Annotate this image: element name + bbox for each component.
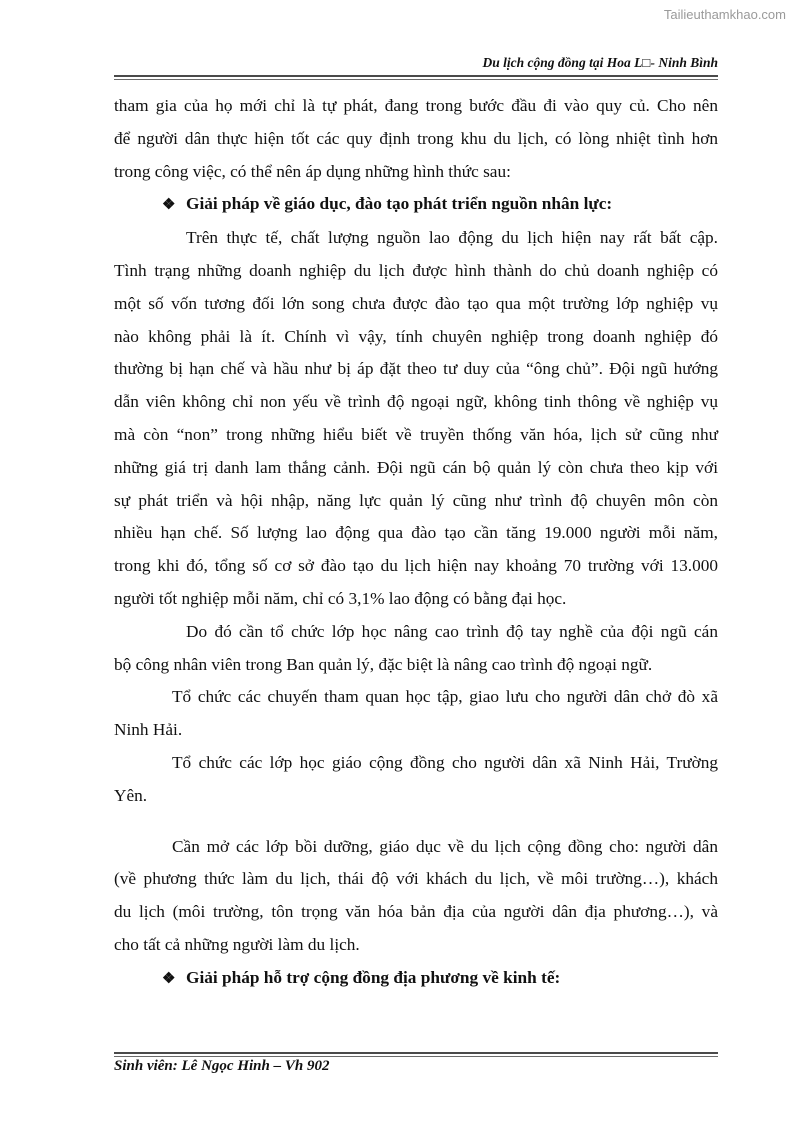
footer-author: Sinh viên: Lê Ngọc Hinh – Vh 902 bbox=[114, 1058, 330, 1074]
paragraph-line: Ninh Hải. bbox=[114, 720, 183, 740]
paragraph-line: Tổ chức các chuyến tham quan học tập, giao lưu cho người dân chở đò xã bbox=[172, 687, 718, 707]
page-body bbox=[114, 90, 718, 996]
paragraph-line: nhiều hạn chế. Số lượng lao động qua đào tạo cần tăng 19.000 người mỗi năm, bbox=[114, 523, 718, 543]
paragraph-line: Yên. bbox=[114, 785, 148, 805]
spacer bbox=[114, 813, 718, 831]
paragraph-line: trong khi đó, tổng số cơ sở đào tạo du lịch hiện nay khoảng 70 trường với 13.000 bbox=[114, 556, 718, 576]
paragraph-line: du lịch (môi trường, tôn trọng văn hóa bản địa của người dân địa phương…), và bbox=[114, 902, 718, 922]
paragraph-line: nào không phải là ít. Chính vì vậy, tính chuyên nghiệp trong doanh nghiệp đó bbox=[114, 326, 718, 346]
footer-rule-thin bbox=[114, 1056, 718, 1057]
paragraph-line: Cần mở các lớp bồi dưỡng, giáo dục về du lịch cộng đồng cho: người dân bbox=[172, 836, 718, 856]
diamond-bullet-icon: ❖ bbox=[162, 970, 176, 987]
paragraph-line: bộ công nhân viên trong Ban quản lý, đặc biệt là nâng cao trình độ ngoại ngữ. bbox=[114, 654, 653, 674]
paragraph-line: cho tất cả những người làm du lịch. bbox=[114, 934, 360, 954]
paragraph-line: người tốt nghiệp mỗi năm, chỉ có 3,1% lao động có bằng đại học. bbox=[114, 588, 567, 608]
paragraph-line: trong công việc, có thể nên áp dụng những hình thức sau: bbox=[114, 161, 511, 181]
footer-rule bbox=[114, 1052, 718, 1054]
paragraph-line: để người dân thực hiện tốt các quy định trong khu du lịch, có lòng nhiệt tình hơn bbox=[114, 128, 718, 148]
header-rule bbox=[114, 75, 718, 77]
paragraph-line: thường bị hạn chế và hầu như bị áp đặt theo tư duy của “ông chủ”. Đội ngũ hướng bbox=[114, 359, 718, 379]
paragraph-line: Do đó cần tổ chức lớp học nâng cao trình độ tay nghề của đội ngũ cán bbox=[186, 621, 718, 641]
paragraph-line: một số vốn tương đối lớn song chưa được đào tạo qua một trường lớp nghiệp vụ bbox=[114, 293, 718, 313]
paragraph-line: những giá trị danh lam thắng cảnh. Đội ngũ cán bộ quản lý còn chưa theo kịp với bbox=[114, 457, 718, 477]
running-header: Du lịch cộng đồng tại Hoa L□- Ninh Bình bbox=[482, 55, 718, 70]
paragraph-line: Trên thực tế, chất lượng nguồn lao động du lịch hiện nay rất bất cập. bbox=[186, 228, 718, 248]
paragraph-line: Tổ chức các lớp học giáo cộng đồng cho người dân xã Ninh Hải, Trường bbox=[172, 752, 718, 772]
section-heading-economic-support bbox=[114, 962, 718, 996]
paragraph-line: mà còn “non” trong những hiểu biết về truyền thống văn hóa, lịch sử cũng như bbox=[114, 424, 718, 444]
header-rule-thin bbox=[114, 79, 718, 80]
diamond-bullet-icon: ❖ bbox=[162, 197, 176, 214]
paragraph-line: (về phương thức làm du lịch, thái độ với khách du lịch, về môi trường…), khách bbox=[114, 869, 718, 889]
paragraph-line: Tình trạng những doanh nghiệp du lịch được hình thành do chủ doanh nghiệp có bbox=[114, 260, 718, 280]
heading-text: Giải pháp về giáo dục, đào tạo phát triển nguồn nhân lực: bbox=[186, 194, 613, 214]
heading-text: Giải pháp hỗ trợ cộng đồng địa phương về kinh tế: bbox=[186, 967, 561, 987]
watermark: Tailieuthamkhao.com bbox=[663, 7, 786, 22]
paragraph-line: tham gia của họ mới chỉ là tự phát, đang trong bước đầu đi vào quy củ. Cho nên bbox=[114, 96, 718, 115]
paragraph-line: sự phát triển và hội nhập, năng lực quản lý cũng như trình độ chuyên môn còn bbox=[114, 490, 718, 510]
paragraph-line: dẫn viên không chỉ non yếu về trình độ ngoại ngữ, không tinh thông về nghiệp vụ bbox=[114, 392, 718, 412]
section-heading-education bbox=[114, 188, 718, 222]
